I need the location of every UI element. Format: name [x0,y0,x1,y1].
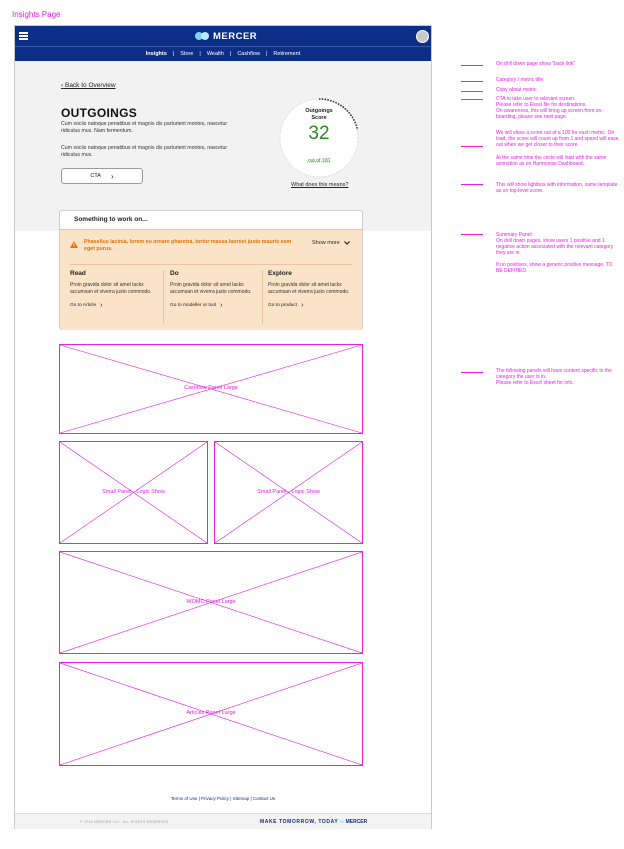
card-divider [70,264,352,265]
mockup-frame [14,25,432,829]
annotation-cta: CTA to take user to relevant screen. Please refer to Excel file for destinations. On awareness, this will bring up screen from on-boarding, please see next page. [496,96,603,120]
chevron-right-icon: › [100,302,103,309]
annotation-back-link: On drill down page show "back link" [496,61,576,67]
footer-bar [15,813,431,829]
panel-label: Small Panel - Logic Show [257,489,320,495]
column-do [170,270,258,309]
annotation-circle: At the same time the circle will load with the same animation as on Harmonise Dashboard. [496,155,607,167]
nav-separator: | [229,51,232,57]
card-heading: Something to work on... [74,216,148,223]
back-link-label: Back to Overview [64,82,116,89]
womc-panel-placeholder [59,551,363,654]
small-panel-placeholder-2 [214,441,363,544]
annotation-line [461,234,483,235]
chevron-right-icon: › [110,171,114,181]
score-label-line-1: Outgoings [305,108,333,114]
work-on-card [59,210,363,330]
footer-tagline: MAKE TOMORROW, TODAY [260,819,339,825]
score-label [277,108,361,121]
warning-icon [70,241,78,248]
link-label: Go to product [268,303,298,308]
nav-item-cashflow[interactable]: Cashflow [237,51,260,57]
column-title: Do [170,270,179,277]
metric-copy-2: Cum sociis natoque penatibus et magnis dis parturient montes, nascetur ridiculus mus. [61,145,228,158]
nav-item-retirement[interactable]: Retirement [273,51,301,57]
metric-copy-1: Cum sociis natoque penatibus et magnis dis parturient montes, nascetur ridiculus mus. Nam fermentum. [61,121,228,134]
annotation-no-positives: If no positives, show a generic positive message. TO BE DEFINED. [496,262,613,274]
footer-logo[interactable] [340,819,367,825]
annotation-line [461,99,483,100]
column-explore [268,270,356,309]
column-divider [163,270,164,324]
nav-separator: | [172,51,175,57]
copyright-text: © 2015 MERCER LLC. ALL RIGHTS RESERVED [80,820,169,824]
annotation-summary-panel: Summary Panel: On drill down pages, show users 1 positive and 1 negative action associated with the relevant category they are in. [496,232,614,256]
annotation-line [461,81,483,82]
articles-panel-placeholder [59,662,363,766]
nav-item-wealth[interactable]: Wealth [206,51,224,57]
alert-text: Phasellus lacinia, lorem eu ornare pharetra, tortor massa laoreet justo mauris sem eget purus. [84,239,292,252]
annotation-copy: Copy about metric [496,87,537,93]
cta-button[interactable] [61,168,143,184]
go-to-article-link[interactable] [70,302,158,309]
annotation-panels: The following panels will have content specific to the category the user is in. Please refer to Excel sheet for info. [496,368,612,386]
link-label: Go to Article [70,303,97,308]
panel-label: WOMC Panel Large [186,599,236,605]
page-label: Insights Page [12,10,61,19]
annotation-line [461,65,483,66]
main-nav [15,46,431,61]
chevron-right-icon: › [301,302,304,309]
nav-separator: | [265,51,268,57]
mercer-logo[interactable] [195,30,257,42]
panel-label: Cashflow Panel Large [184,385,238,391]
link-label: Go to modeller or tool [170,303,217,308]
score-label-line-2: Score [311,114,327,121]
column-divider [262,270,263,324]
annotation-line [461,146,483,147]
card-body [60,229,362,330]
annotation-line [461,372,483,373]
go-to-modeller-link[interactable] [170,302,258,309]
back-link[interactable] [61,82,116,89]
panel-label: Small Panel - Logic Show [102,489,165,495]
annotation-line [461,184,483,185]
mercer-logo-icon [195,32,209,40]
mercer-logo-icon: ∞ [340,819,344,825]
column-text: Proin gravida dolor sit amet lacks accumsan et viverra justo commodo. [170,282,252,295]
score-out-of: out of 100 [307,158,331,164]
annotation-lightbox: This will show lightbox with information, same template as on top-level score. [496,182,618,194]
logo-text: MERCER [213,30,258,42]
column-text: Proin gravida dolor sit amet lacks accumsan et viverra justo commodo. [268,282,350,295]
nav-separator: | [199,51,201,57]
column-read [70,270,158,309]
what-does-this-mean-link[interactable]: What does this means? [291,182,349,188]
annotation-score: We will show a score out of a 100 for each metric. On load, the score will count up from 1 and speed will ease out when we get closer to their score. [496,130,619,148]
chevron-down-icon [344,241,350,245]
hamburger-menu-icon[interactable] [19,32,28,40]
nav-item-insights[interactable]: Insights [145,51,167,57]
column-title: Explore [268,270,292,277]
small-panel-placeholder-1 [59,441,208,544]
top-bar [15,26,431,46]
avatar[interactable] [416,30,429,43]
show-more-label: Show more [312,240,340,246]
page-title: OUTGOINGS [61,106,138,120]
column-title: Read [70,270,86,277]
chevron-right-icon: › [220,302,223,309]
show-more-toggle[interactable] [312,240,350,246]
footer-links[interactable]: Terms of Use | Privacy Policy | Sitemap | Contact Us [170,796,276,801]
column-text: Proin gravida dolor sit amet lacks accumsan et viverra justo commodo. [70,282,152,295]
panel-label: Articles Panel Large [186,710,236,716]
go-to-product-link[interactable] [268,302,356,309]
chevron-left-icon: ‹ [61,82,64,89]
annotation-line [461,91,483,92]
score-value: 32 [308,123,330,144]
annotation-title: Category / metric title [496,77,544,83]
nav-item-store[interactable]: Store [180,51,194,57]
cta-label: CTA [90,173,101,179]
cashflow-panel-placeholder [59,344,363,434]
footer-logo-text: MERCER [345,819,368,825]
